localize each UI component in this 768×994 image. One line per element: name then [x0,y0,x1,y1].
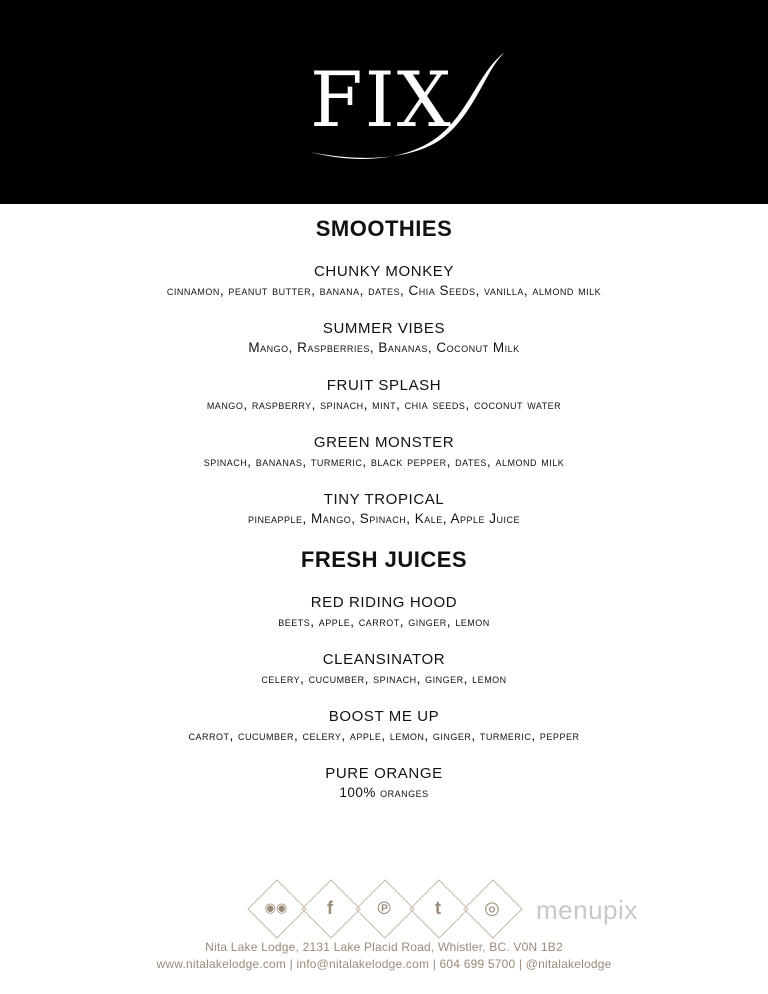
item-name: SUMMER VIBES [322,320,446,337]
footer-address: Nita Lake Lodge, 2131 Lake Placid Road, Whistler, BC. V0N 1B2 [205,940,563,954]
facebook-icon[interactable]: f [327,897,333,918]
item-description: mango, raspberry, spinach, mint, chia seeds, coconut water [206,397,562,412]
logo-text: FIX [310,55,453,144]
item-name: BOOST ME UP [328,708,440,725]
instagram-icon[interactable]: ◎ [484,897,500,918]
logo-swoosh [300,40,520,170]
menu-item [0,376,768,414]
item-description: beets, apple, carrot, ginger, lemon [278,614,490,629]
section-title-smoothies: SMOOTHIES [315,216,453,241]
twitter-icon[interactable]: t [435,897,441,918]
fix-logo [300,40,520,170]
item-name: PURE ORANGE [325,765,443,782]
item-description: spinach, bananas, turmeric, black pepper, dates, almond milk [203,454,565,469]
item-name: CLEANSINATOR [322,651,446,668]
menu-item [0,650,768,688]
menu-item [0,433,768,471]
pinterest-icon[interactable]: ℗ [377,897,391,918]
item-name: RED RIDING HOOD [310,594,458,611]
menu-item [0,319,768,357]
footer-contact[interactable]: www.nitalakelodge.com | info@nitalakelodge.com | 604 699 5700 | @nitalakelodge [156,957,612,971]
menupix-watermark: menupix [536,895,638,925]
item-description: pineapple, Mango, Spinach, Kale, Apple Juice [247,511,521,526]
item-description: Mango, Raspberries, Bananas, Coconut Milk [248,340,520,355]
tripadvisor-icon[interactable]: ◉◉ [264,900,288,915]
menu-item [0,707,768,745]
item-name: TINY TROPICAL [323,491,445,508]
item-name: GREEN MONSTER [313,434,455,451]
item-name: CHUNKY MONKEY [313,263,455,280]
menu-item [0,593,768,631]
item-description: celery, cucumber, spinach, ginger, lemon [261,671,507,686]
menu-item [0,262,768,300]
section-title-fresh-juices: FRESH JUICES [300,547,468,572]
menu-item [0,490,768,528]
item-description: cinnamon, peanut butter, banana, dates, Chia Seeds, vanilla, almond milk [166,283,602,298]
item-description: 100% oranges [339,785,429,800]
item-description: carrot, cucumber, celery, apple, lemon, ginger, turmeric, pepper [188,728,580,743]
menu-item [0,764,768,802]
item-name: FRUIT SPLASH [326,377,442,394]
social-links [248,880,528,938]
header-banner [0,0,768,204]
